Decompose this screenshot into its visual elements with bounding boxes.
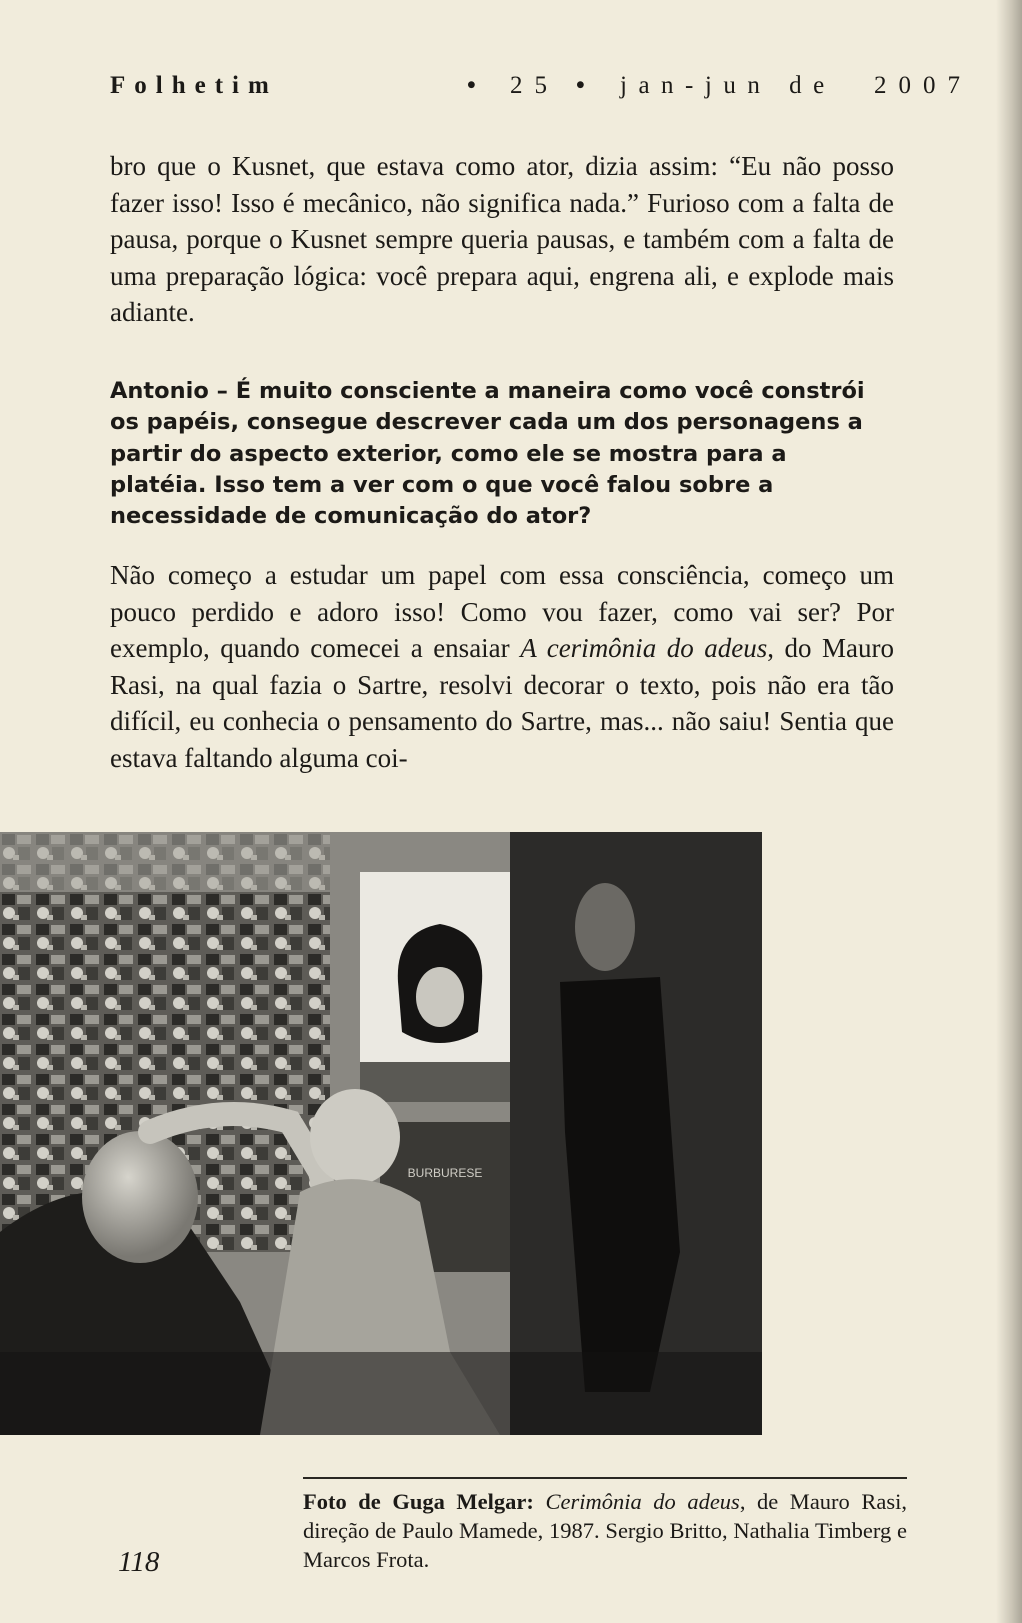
body-paragraph-1: bro que o Kusnet, que estava como ator, dizia assim: “Eu não posso fazer isso! Isso é mecânico, não significa nada.” Furioso com a falta de pausa, porque o Kusnet sempre queria pausas, e também com a falta de uma preparação lógica: você prepara aqui, engrena ali, e explode mais adiante. <box>110 151 894 328</box>
interview-question: Antonio – É muito consciente a maneira como você constrói os papéis, consegue descrever cada um dos personagens a partir do aspecto exterior, como ele se mostra para a platéia. Isso tem a ver com o que você falou sobre a necessidade de comunicação do ator? <box>110 378 865 530</box>
paragraph-text: , do Mauro Rasi, na qual fazia o Sartre, resolvi decorar o texto, pois não era tão difícil, eu conhecia o pensamento do Sartre, mas... não saiu! Sentia que estava faltando alguma coi- <box>110 633 894 773</box>
caption-text: , de Mauro Rasi, direção de Paulo Mamede, 1987. Sergio Britto, Nathalia Timberg e Marcos Frota. <box>303 1489 907 1572</box>
issue-date: jan-jun de <box>620 72 836 99</box>
photo-caption <box>303 1487 907 1574</box>
paragraph-text: Não começo a estudar um papel com essa consciência, começo um pouco perdido e adoro isso! Como vou fazer, como vai ser? Por exemplo, quando comecei a ensaiar <box>110 560 894 664</box>
issue-number: 25 <box>510 72 559 99</box>
play-title: A cerimônia do adeus <box>520 633 768 664</box>
actress-headwrap <box>310 1089 400 1185</box>
standing-actor-head <box>575 883 635 971</box>
production-photo <box>0 832 762 1435</box>
caption-play-title: Cerimônia do adeus <box>545 1489 740 1514</box>
body-paragraph-2 <box>110 557 894 777</box>
header-bullet: • <box>576 72 585 99</box>
issue-year: 2007 <box>874 72 972 99</box>
caption-rule <box>303 1477 907 1479</box>
page-number: 118 <box>118 1546 160 1578</box>
sign-text: BURBURESE <box>407 1166 483 1180</box>
magazine-title: Folhetim <box>110 72 278 99</box>
header-bullet: • <box>467 72 476 99</box>
page-spine-shadow <box>996 0 1022 1623</box>
photo-credit: Foto de Guga Melgar: <box>303 1489 534 1514</box>
running-header <box>110 72 972 112</box>
seated-actor-head <box>82 1131 198 1263</box>
